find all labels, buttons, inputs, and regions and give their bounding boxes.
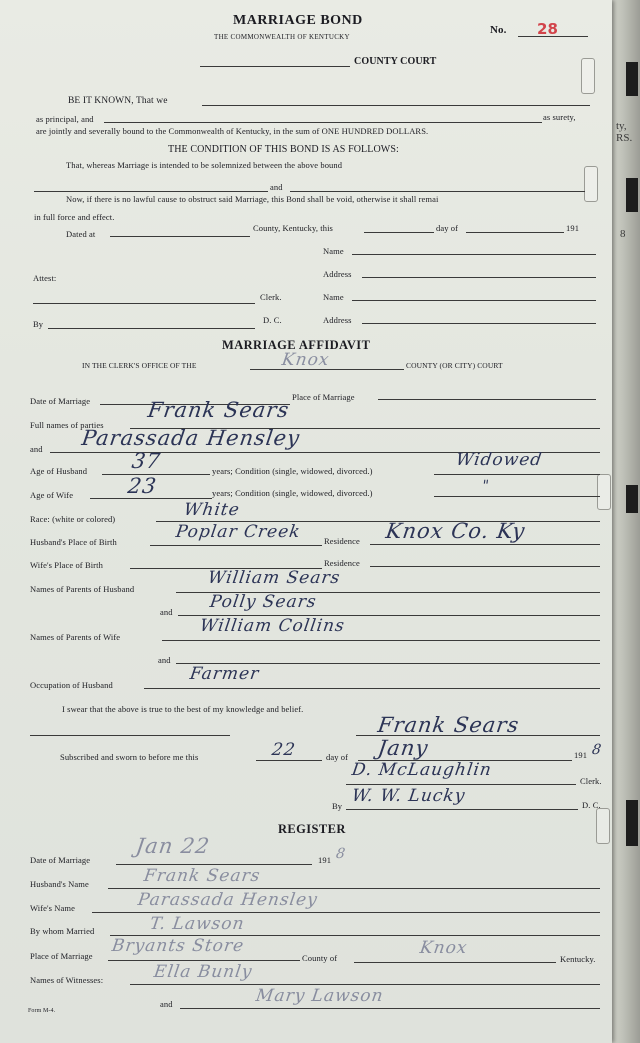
clerk-signature: D. McLaughlin (350, 760, 494, 780)
deputy-clerk-signature: W. W. Lucky (350, 786, 467, 806)
bond-number-label: No. (490, 24, 507, 36)
register-and-label: and (160, 999, 173, 1009)
wife-birthplace-label: Wife's Place of Birth (30, 560, 103, 570)
sworn-month: Jany (376, 736, 431, 760)
bond-number: 28 (537, 20, 559, 38)
page-title: MARRIAGE BOND (233, 13, 363, 28)
register-date-label: Date of Marriage (30, 855, 91, 865)
party-2-name: Parassada Hensley (80, 426, 302, 450)
register-husband-label: Husband's Name (30, 879, 89, 889)
register-wife-label: Wife's Name (30, 903, 76, 913)
county-court-label: COUNTY COURT (354, 56, 437, 67)
edge-mark: 8 (620, 228, 626, 240)
wife-condition-label: years; Condition (single, widowed, divorced.) (212, 488, 373, 498)
age-wife-value: 23 (126, 474, 159, 498)
page-tab (626, 178, 638, 212)
register-wife-value: Parassada Hensley (136, 890, 320, 910)
register-place-label: Place of Marriage (30, 951, 93, 961)
and-text: and (270, 182, 283, 192)
county-city-court-text: COUNTY (OR CITY) COURT (406, 361, 503, 370)
age-husband-value: 37 (130, 449, 163, 473)
register-year-prefix: 191 (318, 855, 332, 865)
age-wife-label: Age of Wife (30, 490, 74, 500)
residence-value: Knox Co. Ky (384, 519, 527, 543)
bound-text: are jointly and severally bound to the Commonwealth of Kentucky, in the sum of ONE HUNDRED DOLLARS. (36, 126, 429, 136)
clip-mark (596, 808, 610, 844)
dated-at-label: Dated at (66, 229, 96, 239)
register-witnesses-label: Names of Witnesses: (30, 975, 104, 985)
register-date-value: Jan 22 (134, 834, 212, 858)
and-label: and (30, 444, 43, 454)
page-tab (626, 485, 638, 513)
obstruct-text: Now, if there is no lawful cause to obstruct said Marriage, this Bond shall be void, otherwise it shall remai (66, 194, 439, 204)
register-heading: REGISTER (278, 822, 346, 836)
age-husband-label: Age of Husband (30, 466, 88, 476)
address-label-2: Address (323, 315, 352, 325)
register-witness-2: Mary Lawson (254, 986, 385, 1006)
register-witness-1: Ella Bunly (152, 962, 254, 982)
clerk-label-2: Clerk. (580, 776, 602, 786)
register-husband-value: Frank Sears (142, 866, 262, 886)
wife-condition-value: " (480, 478, 491, 494)
husband-mother-name: Polly Sears (208, 592, 318, 612)
adjacent-page-edge (612, 0, 640, 1043)
husband-father-name: William Sears (206, 568, 342, 588)
year-label: 191 (566, 223, 580, 233)
clip-mark (597, 474, 611, 510)
parents-husband-label: Names of Parents of Husband (30, 584, 135, 594)
husband-birthplace-value: Poplar Creek (174, 522, 302, 542)
subscribed-text: Subscribed and sworn to before me this (60, 752, 199, 762)
attest-label: Attest: (33, 273, 57, 283)
parents-wife-label: Names of Parents of Wife (30, 632, 121, 642)
full-names-label: Full names of parties (30, 420, 104, 430)
occupation-value: Farmer (188, 664, 261, 684)
page-tab (626, 800, 638, 846)
register-county-label: County of (302, 953, 338, 963)
as-surety-text: as surety, (543, 112, 576, 122)
full-force-text: in full force and effect. (34, 212, 115, 222)
clerks-office-text: IN THE CLERK'S OFFICE OF THE (82, 361, 197, 370)
register-year: 8 (334, 846, 348, 862)
register-kentucky-label: Kentucky. (560, 954, 596, 964)
sworn-year: 8 (590, 742, 604, 758)
dc-label: D. C. (263, 315, 282, 325)
whereas-text: That, whereas Marriage is intended to be solemnized between the above bound (66, 160, 343, 170)
clerk-label: Clerk. (260, 292, 282, 302)
place-of-marriage-label: Place of Marriage (292, 392, 355, 402)
swear-text: I swear that the above is true to the best of my knowledge and belief. (62, 704, 304, 714)
party-1-name: Frank Sears (146, 398, 291, 422)
register-place-value: Bryants Store (110, 936, 246, 956)
condition-heading: THE CONDITION OF THIS BOND IS AS FOLLOWS: (168, 144, 399, 155)
edge-mark: RS. (616, 132, 633, 144)
husband-birthplace-label: Husband's Place of Birth (30, 537, 117, 547)
by-label-2: By (332, 801, 343, 811)
residence-label-2: Residence (324, 558, 360, 568)
and-label-3: and (158, 655, 171, 665)
clip-mark (581, 58, 595, 94)
county-ky-label: County, Kentucky, this (253, 223, 333, 233)
by-label: By (33, 319, 44, 329)
race-label: Race: (white or colored) (30, 514, 116, 524)
date-of-marriage-label: Date of Marriage (30, 396, 91, 406)
register-by-whom-label: By whom Married (30, 926, 95, 936)
wife-father-name: William Collins (198, 616, 347, 636)
sworn-day: 22 (270, 740, 298, 760)
address-label: Address (323, 269, 352, 279)
form-number: Form M-4. (28, 1008, 56, 1014)
sworn-year-prefix: 191 (574, 750, 588, 760)
name-label: Name (323, 246, 344, 256)
clip-mark (584, 166, 598, 202)
day-of-label: day of (436, 223, 459, 233)
register-by-whom-value: T. Lawson (148, 914, 246, 934)
page-tab (626, 62, 638, 96)
as-principal-text: as principal, and (36, 114, 94, 124)
affidavit-heading: MARRIAGE AFFIDAVIT (222, 338, 371, 352)
residence-label: Residence (324, 536, 360, 546)
race-value: White (182, 500, 242, 520)
page-subtitle: THE COMMONWEALTH OF KENTUCKY (214, 33, 350, 41)
name-label-2: Name (323, 292, 344, 302)
and-label-2: and (160, 607, 173, 617)
affiant-signature: Frank Sears (376, 713, 521, 737)
sworn-day-of-label: day of (326, 752, 349, 762)
register-county-value: Knox (418, 938, 469, 958)
husband-condition-value: Widowed (454, 450, 544, 470)
husband-condition-label: years; Condition (single, widowed, divorced.) (212, 466, 373, 476)
edge-mark: ty, (616, 120, 627, 132)
dc-label-2: D. C. (582, 800, 601, 810)
occupation-label: Occupation of Husband (30, 680, 113, 690)
affidavit-county: Knox (280, 350, 331, 370)
be-it-known-text: BE IT KNOWN, That we (68, 96, 168, 106)
